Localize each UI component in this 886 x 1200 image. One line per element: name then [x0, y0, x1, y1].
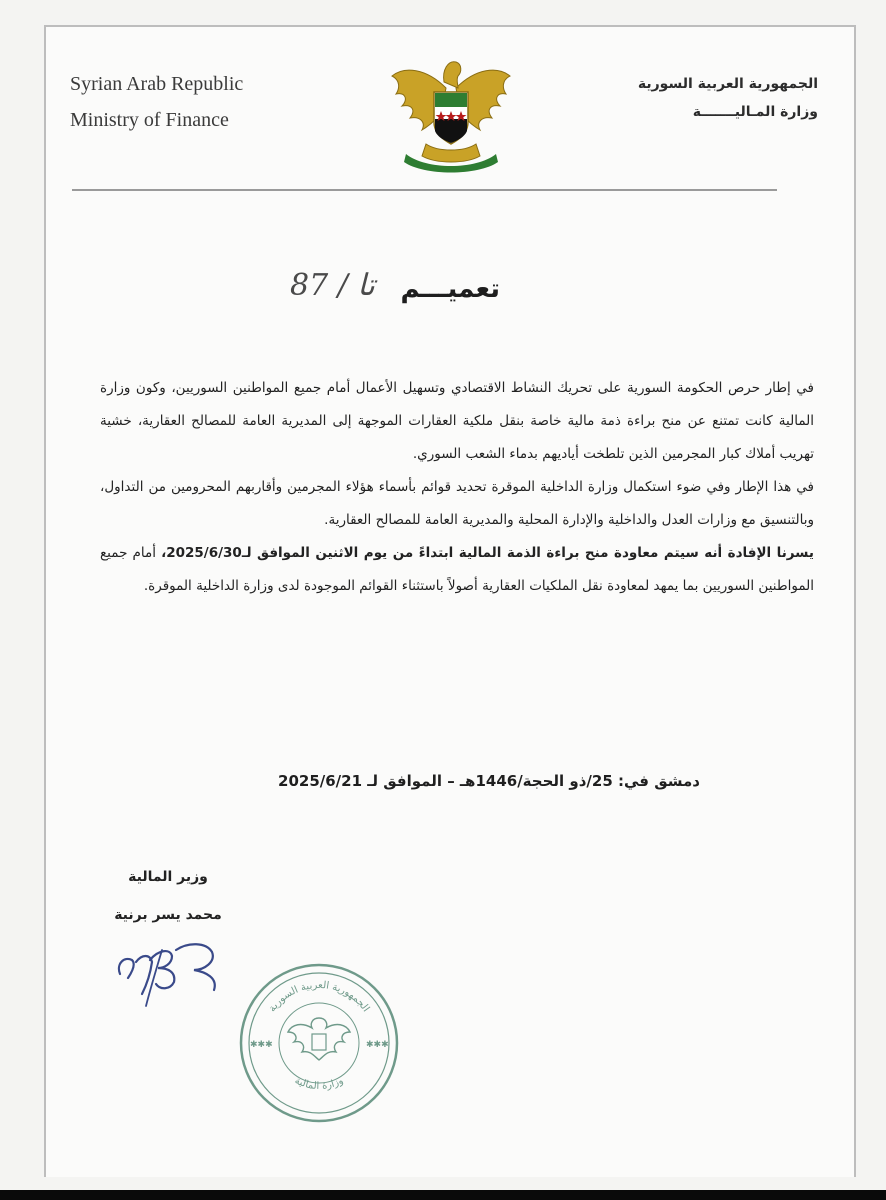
english-header-line-2: Ministry of Finance	[70, 109, 229, 131]
circular-heading	[290, 268, 500, 318]
svg-text:✱✱✱: ✱✱✱	[366, 1040, 389, 1050]
body-paragraph-3-bold: يسرنا الإفادة أنه سيتم معاودة منح براءة الذمة المالية ابتداءً من يوم الاثنين الموافق لـ2025/6/30،	[161, 545, 814, 561]
english-header-line-1: Syrian Arab Republic	[70, 73, 244, 95]
date-line: دمشق في: 25/ذو الحجة/1446هـ – الموافق لـ 2025/6/21	[278, 772, 700, 790]
body-paragraph-2: في هذا الإطار وفي ضوء استكمال وزارة الداخلية الموقرة تحديد قوائم بأسماء هؤلاء المجرمين وأقاربهم المحرومين من التداول، وبالتنسيق مع وزارات العدل والداخلية والإدارة المحلية والمديرية العامة للمصالح العقارية.	[100, 479, 814, 528]
syrian-eagle-emblem-icon	[386, 48, 516, 176]
signatory-title: وزير المالية	[128, 869, 208, 885]
arabic-header	[638, 70, 818, 126]
seal-bottom-text: وزارة المالية	[292, 1075, 346, 1092]
arabic-header-line-2: وزارة المـاليـــــــة	[692, 104, 818, 120]
svg-text:✱✱✱: ✱✱✱	[250, 1040, 273, 1050]
header-divider	[72, 189, 777, 191]
circular-number: 87 / تا	[290, 268, 375, 303]
letter-body	[100, 372, 814, 603]
body-paragraph-3	[100, 537, 814, 603]
circular-title: تعميـــم	[400, 274, 500, 304]
svg-text:الجمهورية العربية السورية	[267, 980, 371, 1014]
body-paragraph-3-rest: أمام جميع المواطنين السوريين بما يمهد لمعاودة نقل الملكيات العقارية أصولاً باستثناء القوائم الموجودة لدى وزارة الداخلية الموقرة.	[100, 545, 814, 594]
arabic-header-line-1: الجمهورية العربية السورية	[637, 76, 818, 92]
english-header	[70, 66, 243, 138]
signatory-name: محمد يسر برنية	[114, 907, 222, 923]
handwritten-signature-icon	[106, 920, 236, 1010]
body-paragraph-1: في إطار حرص الحكومة السورية على تحريك النشاط الاقتصادي وتسهيل الأعمال أمام جميع المواطنين السوريين، وكون وزارة المالية كانت تمتنع عن منح براءة ذمة مالية خاصة بنقل ملكية العقارات الموجهة إلى المديرية العامة للمصالح العقارية، خشية تهريب أملاك كبار المجرمين الذين تلطخت أياديهم بدماء الشعب السوري.	[100, 380, 814, 462]
svg-text:وزارة المالية	[293, 1075, 346, 1092]
seal-top-text: الجمهورية العربية السورية	[266, 979, 372, 1015]
ministry-round-seal-icon	[236, 960, 402, 1126]
